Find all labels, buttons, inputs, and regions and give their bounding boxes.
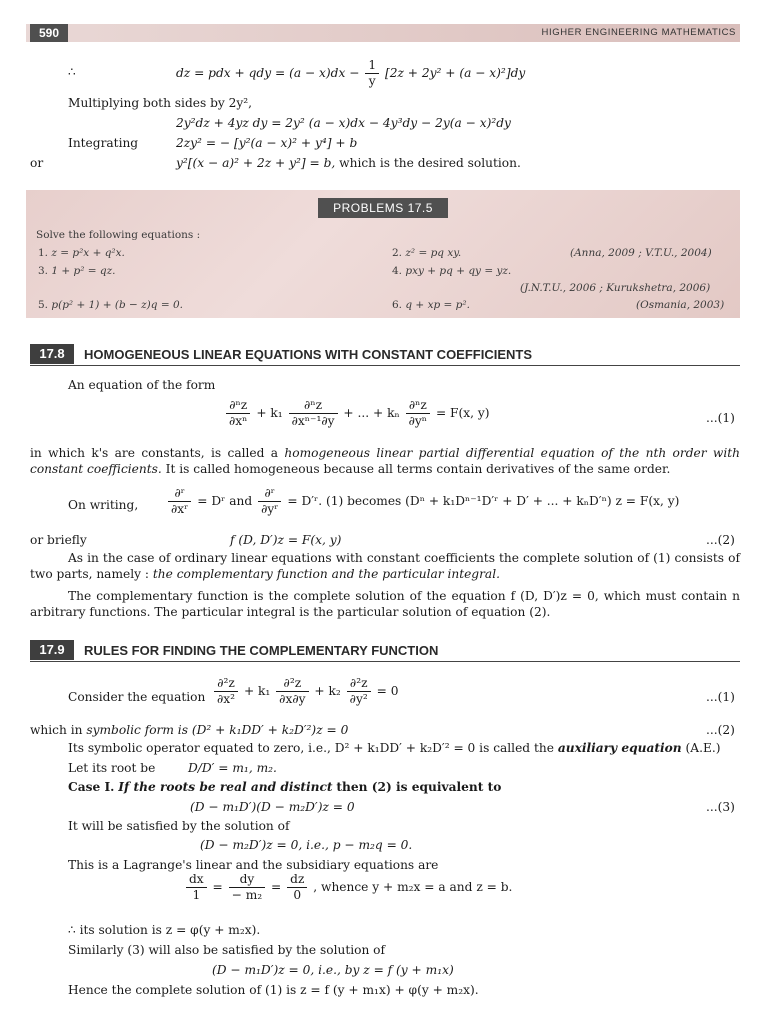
problem-4-ref-text: (J.N.T.U., 2006 ; Kurukshetra, 2006) — [520, 282, 711, 294]
consider-label: Consider the equation — [68, 690, 206, 704]
ow-frac-1-num: ∂ʳ — [168, 486, 191, 502]
section-17-9-title: RULES FOR FINDING THE COMPLEMENTARY FUNCTION — [84, 643, 439, 658]
eq-dz-frac-den: y — [368, 73, 376, 88]
solution-line: ∴ its solution is z = φ(y + m₂x). — [68, 923, 261, 937]
eq-multiplied — [176, 115, 511, 131]
case-b: If the roots be real and distinct — [118, 780, 333, 794]
similarly-eq-text: (D − m₁D′)z = 0, i.e., by z = f (y + m₁x) — [212, 963, 454, 977]
symbolic-tag: ...(2) — [706, 723, 735, 737]
problem-6-ref-text: (Osmania, 2003) — [636, 299, 725, 311]
similarly-text: Similarly (3) will also be satisfied by the solution of — [68, 943, 386, 957]
sub-frac-2-den: − m₂ — [231, 887, 263, 902]
eq1-tag: ...(1) — [706, 411, 735, 425]
eq-solution — [176, 155, 521, 171]
briefly-label: or briefly — [30, 533, 87, 547]
para1-c: constant coefficients. — [30, 462, 162, 477]
para3-b: arbitrary functions. The particular integral is the particular solution of equation (2). — [30, 605, 551, 620]
lagrange-text: This is a Lagrange's linear and the subsidiary equations are — [68, 858, 439, 872]
problem-6 — [392, 298, 470, 312]
c-frac-2 — [276, 676, 308, 707]
c-frac-3-den: ∂y² — [349, 691, 368, 706]
eq-solution-text: which is the desired solution. — [339, 156, 521, 170]
ow-tail: = D′ʳ. (1) becomes (Dⁿ + k₁Dⁿ⁻¹D′ʳ + D′ + ... + kₙD′ⁿ) z = F(x, y) — [287, 493, 680, 508]
c-rhs: = 0 — [376, 683, 399, 698]
aux-c: (A.E.) — [685, 741, 721, 755]
c-frac-3-num: ∂²z — [347, 676, 371, 692]
briefly-tag: ...(2) — [706, 533, 735, 547]
aux-a: Its symbolic operator equated to zero, i.e., D² + k₁DD′ + k₂D′² = 0 is called the — [68, 741, 554, 755]
case-line — [68, 779, 501, 795]
problem-4-ref — [520, 281, 710, 295]
c-frac-1 — [214, 676, 238, 707]
briefly-eq-text: f (D, D′)z = F(x, y) — [230, 533, 342, 547]
c-frac-1-num: ∂²z — [214, 676, 238, 692]
problem-2-num: 2. — [392, 247, 403, 259]
eq-integrated — [176, 135, 357, 151]
eq-dz-frac-num: 1 — [365, 58, 379, 74]
consider-eq — [212, 676, 398, 707]
symbolic-a: which in — [30, 723, 83, 737]
sat1-eq-text: (D − m₂D′)z = 0, i.e., p − m₂q = 0. — [200, 838, 413, 852]
sat1-text: It will be satisfied by the solution of — [68, 819, 290, 833]
eq-integrated-text: 2zy² = − [y²(a − x)² + y⁴] + b — [176, 136, 358, 150]
ow-frac-2-num: ∂ʳ — [258, 486, 281, 502]
eq-dz — [176, 58, 525, 89]
problem-5-num: 5. — [38, 299, 49, 311]
problem-5 — [38, 298, 183, 312]
root-eq-text: D/D′ = m₁, m₂. — [188, 761, 277, 775]
running-title: HIGHER ENGINEERING MATHEMATICS — [541, 27, 736, 38]
eq1-k1: + k₁ — [256, 405, 283, 420]
c-frac-1-den: ∂x² — [217, 691, 236, 706]
eq1-frac-3-den: ∂yⁿ — [408, 413, 428, 428]
para1-a: in which k's are constants, is called a — [30, 446, 279, 460]
sec178-para1 — [30, 445, 740, 478]
sub-frac-3-den: 0 — [293, 887, 302, 902]
aux-b: auxiliary equation — [557, 741, 682, 755]
symbolic-b: symbolic form is — [86, 723, 188, 737]
problem-2-eq: z² = pq xy. — [405, 247, 462, 259]
problem-4 — [392, 264, 511, 278]
eq-dz-frac — [365, 58, 379, 89]
para3-a: The complementary function is the complete solution of the equation f (D, D′)z = 0, which must contain n — [68, 589, 740, 603]
root-eq — [188, 760, 277, 776]
or-label: or — [30, 156, 44, 170]
sub-frac-2 — [229, 872, 266, 903]
eq1-frac-2-num: ∂ⁿz — [289, 398, 338, 414]
sub-tail: , whence y + m₂x = a and z = b. — [313, 879, 513, 894]
ow-frac-1-den: ∂xʳ — [171, 501, 189, 516]
eq1-rhs: = F(x, y) — [435, 405, 490, 420]
sub-frac-1 — [186, 872, 207, 903]
problem-6-num: 6. — [392, 299, 403, 311]
problem-3-eq: 1 + p² = qz. — [51, 265, 116, 277]
onwriting-label: On writing, — [68, 498, 139, 512]
problem-6-eq: q + xp = p². — [405, 299, 470, 311]
problem-5-eq: p(p² + 1) + (b − z)q = 0. — [51, 299, 183, 311]
ow-frac-2 — [258, 486, 281, 517]
onwriting-eq — [166, 486, 679, 517]
eq1-frac-2 — [289, 398, 338, 429]
problem-4-num: 4. — [392, 265, 403, 277]
eq-solution-eq: y²[(x − a)² + 2z + y²] = b, — [176, 156, 336, 170]
problem-1-num: 1. — [38, 247, 49, 259]
sub-frac-1-num: dx — [186, 872, 207, 888]
briefly-eq — [230, 532, 341, 548]
eq-dz-text: dz = pdx + qdy = (a − x)dx − — [176, 65, 360, 80]
eq1-mid: + ... + kₙ — [343, 405, 400, 420]
symbolic-line — [30, 722, 348, 738]
integrating-label: Integrating — [68, 136, 139, 150]
sub-frac-2-num: dy — [229, 872, 266, 888]
case-tag: ...(3) — [706, 800, 735, 814]
page-number: 590 — [30, 24, 68, 42]
sec178-eq1 — [224, 398, 490, 429]
sec178-para3 — [30, 588, 740, 621]
sub-frac-3-num: dz — [287, 872, 307, 888]
eq-multiplied-text: 2y²dz + 4yz dy = 2y² (a − x)dx − 4y³dy − 2y(a − x)²dy — [176, 116, 511, 130]
problem-3-num: 3. — [38, 265, 49, 277]
problem-4-eq: pxy + pq + qy = yz. — [405, 265, 512, 277]
eq1-frac-1-num: ∂ⁿz — [226, 398, 250, 414]
hence-text: Hence the complete solution of (1) is z = f (y + m₁x) + φ(y + m₂x). — [68, 983, 479, 997]
sec178-intro: An equation of the form — [68, 378, 216, 392]
root-label: Let its root be — [68, 761, 156, 775]
c-frac-3 — [347, 676, 371, 707]
problems-title: PROBLEMS 17.5 — [318, 198, 448, 218]
eq1-frac-1 — [226, 398, 250, 429]
problem-6-ref — [636, 298, 724, 312]
problem-3 — [38, 264, 116, 278]
symbolic-eq: (D² + k₁DD′ + k₂D′²)z = 0 — [191, 723, 349, 737]
ow-and: = Dʳ and — [197, 493, 253, 508]
problem-2 — [392, 246, 461, 260]
section-17-9-number: 17.9 — [30, 640, 74, 660]
c-frac-2-num: ∂²z — [276, 676, 308, 692]
para2-b: of two parts, namely : — [30, 551, 741, 582]
case-c: then (2) is equivalent to — [336, 780, 502, 794]
para1-b: homogeneous linear partial differential equation of the nth order with — [284, 446, 740, 460]
para2-d: and — [331, 567, 355, 582]
eq-dz-tail: [2z + 2y² + (a − x)²]dy — [384, 65, 526, 80]
eq1-frac-2-den: ∂xⁿ⁻¹∂y — [291, 413, 335, 428]
c-k1: + k₁ — [243, 683, 271, 698]
consider-tag: ...(1) — [706, 690, 735, 704]
eq1-frac-3 — [406, 398, 430, 429]
therefore-symbol: ∴ — [68, 65, 76, 79]
case-eq — [190, 799, 355, 815]
section-17-8-rule — [30, 365, 740, 366]
eq1-frac-1-den: ∂xⁿ — [229, 413, 248, 428]
multiplying-text: Multiplying both sides by 2y², — [68, 96, 253, 110]
sec178-para2 — [30, 550, 740, 583]
problem-2-ref — [570, 246, 712, 260]
c-k2: + k₂ — [314, 683, 341, 698]
sub-frac-1-den: 1 — [192, 887, 201, 902]
subsidiary-eq: $\frac{dx}{1}$ = $\frac{dy}{\text{− m₂}}$ = $\frac{dz}{0}$ , whence y + m₂x = a and z = b. — [184, 872, 512, 903]
aux-line — [68, 740, 721, 756]
problem-1-eq: z = p²x + q²x. — [51, 247, 125, 259]
section-17-9-rule — [30, 661, 740, 662]
problem-2-ref-text: (Anna, 2009 ; V.T.U., 2004) — [570, 247, 712, 259]
case-a: Case I. — [68, 780, 115, 794]
section-17-8-title: HOMOGENEOUS LINEAR EQUATIONS WITH CONSTANT COEFFICIENTS — [84, 347, 533, 362]
eq1-frac-3-num: ∂ⁿz — [406, 398, 430, 414]
ow-frac-1 — [168, 486, 191, 517]
section-17-8-number: 17.8 — [30, 344, 74, 364]
similarly-eq — [212, 962, 454, 978]
para2-c: the complementary function — [152, 567, 328, 582]
para2-a: As in the case of ordinary linear equations with constant coefficients the complete solution of (1) consists — [68, 551, 725, 565]
problem-1 — [38, 246, 125, 260]
sub-frac-3 — [287, 872, 307, 903]
problems-intro: Solve the following equations : — [36, 229, 201, 241]
para1-d: It is called homogeneous because all terms contain derivatives of the same order. — [165, 462, 671, 477]
case-eq-text: (D − m₁D′)(D − m₂D′)z = 0 — [190, 800, 355, 814]
para2-e: the particular integral. — [358, 567, 500, 582]
ow-frac-2-den: ∂yʳ — [261, 501, 279, 516]
sat1-eq — [200, 837, 412, 853]
c-frac-2-den: ∂x∂y — [279, 691, 306, 706]
